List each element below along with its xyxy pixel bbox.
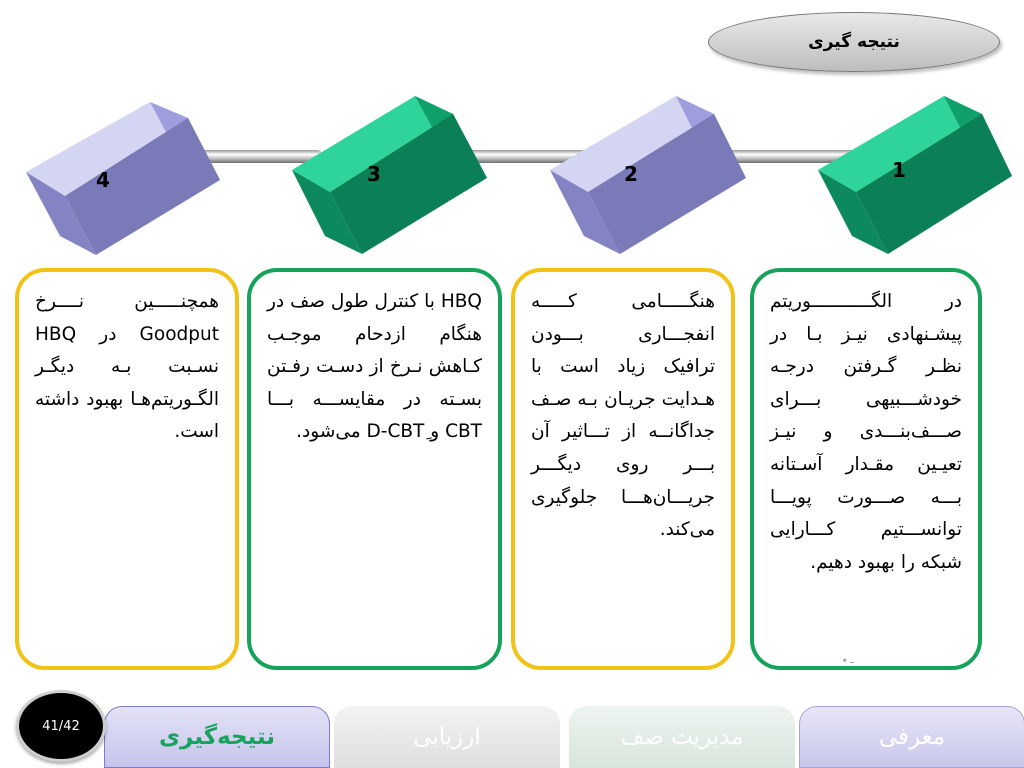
conclusion-card-4-text: همچنـــــین نــــرخ Goodput در HBQ نسـبت بـه دیگـر الگـوریتم‌هـا بهبود داشته است. — [35, 291, 219, 443]
conclusion-card-1-text: در الگـــــــــــوریتم پیشـنهادی نیـز بـا در نظـر گـرفتن درجـه خودشـــبیهی بـــرای صـــف‌بنـــدی و نیـز تعیـین مقـدار آسـتانه بـــه صـــورت پویـــا توانســـتیم کـــارایی شبکه را بهبود دهیم. — [770, 291, 962, 573]
step-cube-3 — [292, 96, 487, 254]
conclusion-card-3 — [247, 268, 502, 670]
footer-decoration: ـ ٭ — [842, 655, 854, 666]
step-number-2: 2 — [624, 162, 638, 186]
nav-tab-queue-management[interactable]: مدیریت صف — [569, 706, 795, 768]
conclusion-card-2 — [511, 268, 735, 670]
step-cube-1 — [818, 96, 1012, 254]
step-number-4: 4 — [96, 168, 110, 192]
step-cube-4 — [26, 102, 220, 255]
nav-tab-evaluation[interactable]: ارزیابی — [334, 706, 560, 768]
step-number-1: 1 — [892, 158, 906, 182]
conclusion-card-4 — [15, 268, 239, 670]
step-cube-2 — [550, 96, 746, 254]
slide-title: نتیجه گیری — [708, 12, 1000, 72]
nav-tab-conclusion[interactable]: نتیجه‌گیری — [104, 706, 330, 768]
step-number-3: 3 — [367, 162, 381, 186]
conclusion-card-3-text: HBQ با کنترل طول صف در هنگام ازدحام موجـب کـاهش نـرخ از دسـت رفـتن بسـته در مقایســـه بـــا CBT و D-CBTِ می‌شود. — [267, 291, 482, 443]
conclusion-card-1 — [750, 268, 982, 670]
nav-tab-intro[interactable]: معرفی — [799, 706, 1024, 768]
conclusion-card-2-text: هنگـــــامی کـــــه انفجـــاری بـــودن ترافیک زیاد است با هـدایت جریـان بـه صـف جداگانــه از تـــاثیر آن بـــر روی دیگـــر جریـــان‌هـــا جلوگیری می‌کند. — [531, 291, 715, 541]
page-number-badge: 41/42 — [16, 690, 106, 762]
